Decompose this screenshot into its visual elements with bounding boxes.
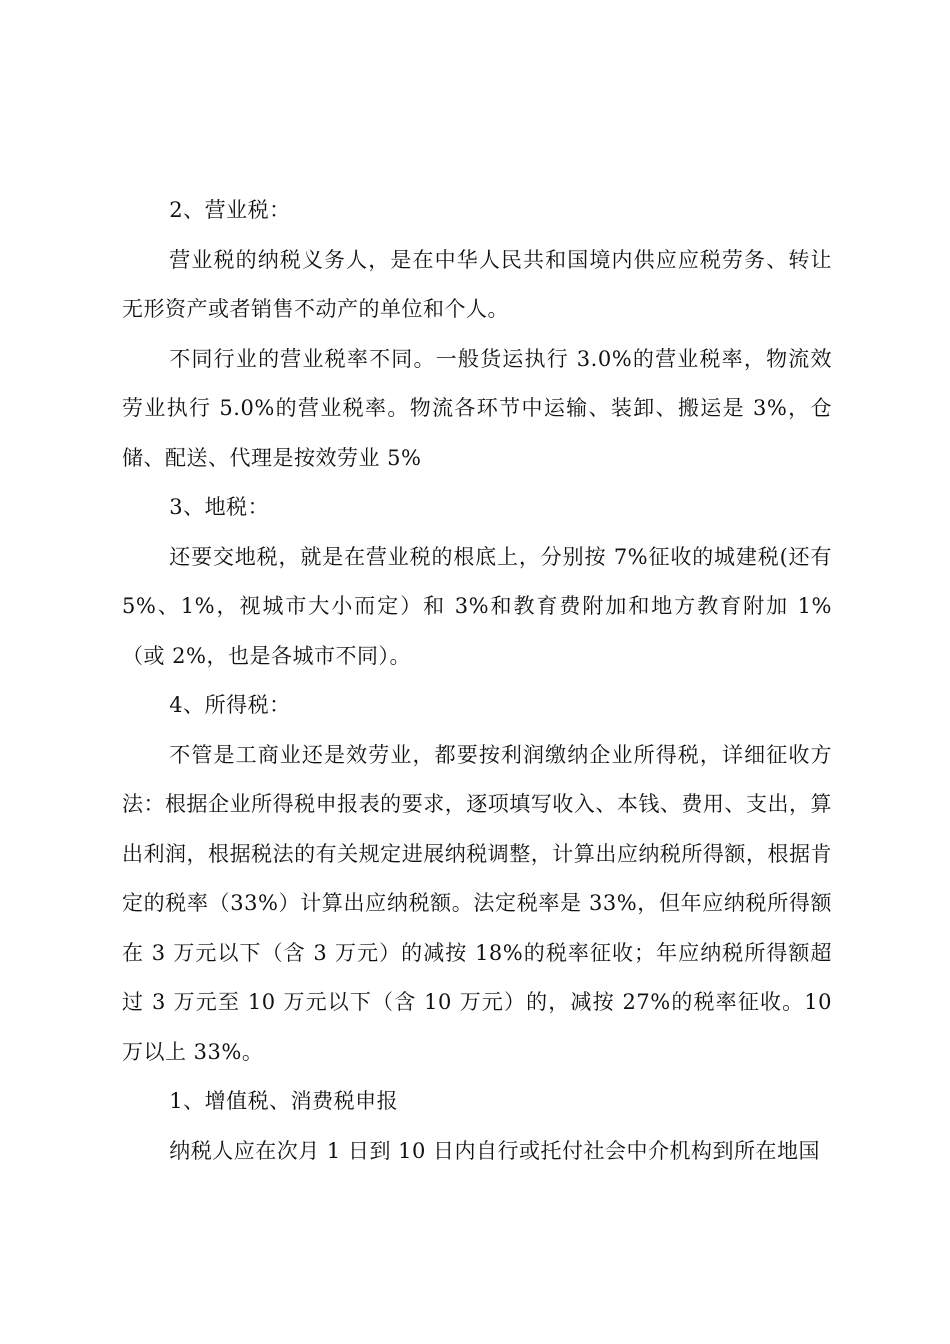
paragraph-business-tax-payer: 营业税的纳税义务人，是在中华人民共和国境内供应应税劳务、转让无形资产或者销售不动产的单位和个人。	[122, 247, 832, 321]
paragraph-local-tax: 还要交地税，就是在营业税的根底上，分别按 7%征收的城建税(还有 5%、1%，视城市大小而定）和 3%和教育费附加和地方教育附加 1%（或 2%，也是各城市不同）。	[122, 544, 832, 668]
paragraph-income-tax: 不管是工商业还是效劳业，都要按利润缴纳企业所得税，详细征收方法：根据企业所得税申报表的要求，逐项填写收入、本钱、费用、支出，算出利润，根据税法的有关规定进展纳税调整，计算出应纳税所得额，根据肯定的税率（33%）计算出应纳税额。法定税率是 33%，但年应纳税所得额在 3 万元以下（含 3 万元）的减按 18%的税率征收；年应纳税所得额超过 3 万元至 10 万元以下（含 10 万元）的，减按 27%的税率征收。10 万以上 33%。	[122, 742, 832, 1064]
paragraph-business-tax-rates: 不同行业的营业税率不同。一般货运执行 3.0%的营业税率，物流效劳业执行 5.0%的营业税率。物流各环节中运输、装卸、搬运是 3%，仓储、配送、代理是按效劳业 5%	[122, 346, 832, 470]
section-heading-income-tax: 4、所得税：	[169, 693, 291, 717]
section-heading-business-tax: 2、营业税：	[169, 198, 291, 222]
section-heading-local-tax: 3、地税：	[169, 495, 270, 519]
section-heading-vat-declaration: 1、增值税、消费税申报	[169, 1089, 399, 1113]
document-body	[122, 186, 832, 1176]
paragraph-vat-declaration: 纳税人应在次月 1 日到 10 日内自行或托付社会中介机构到所在地国	[169, 1138, 821, 1163]
